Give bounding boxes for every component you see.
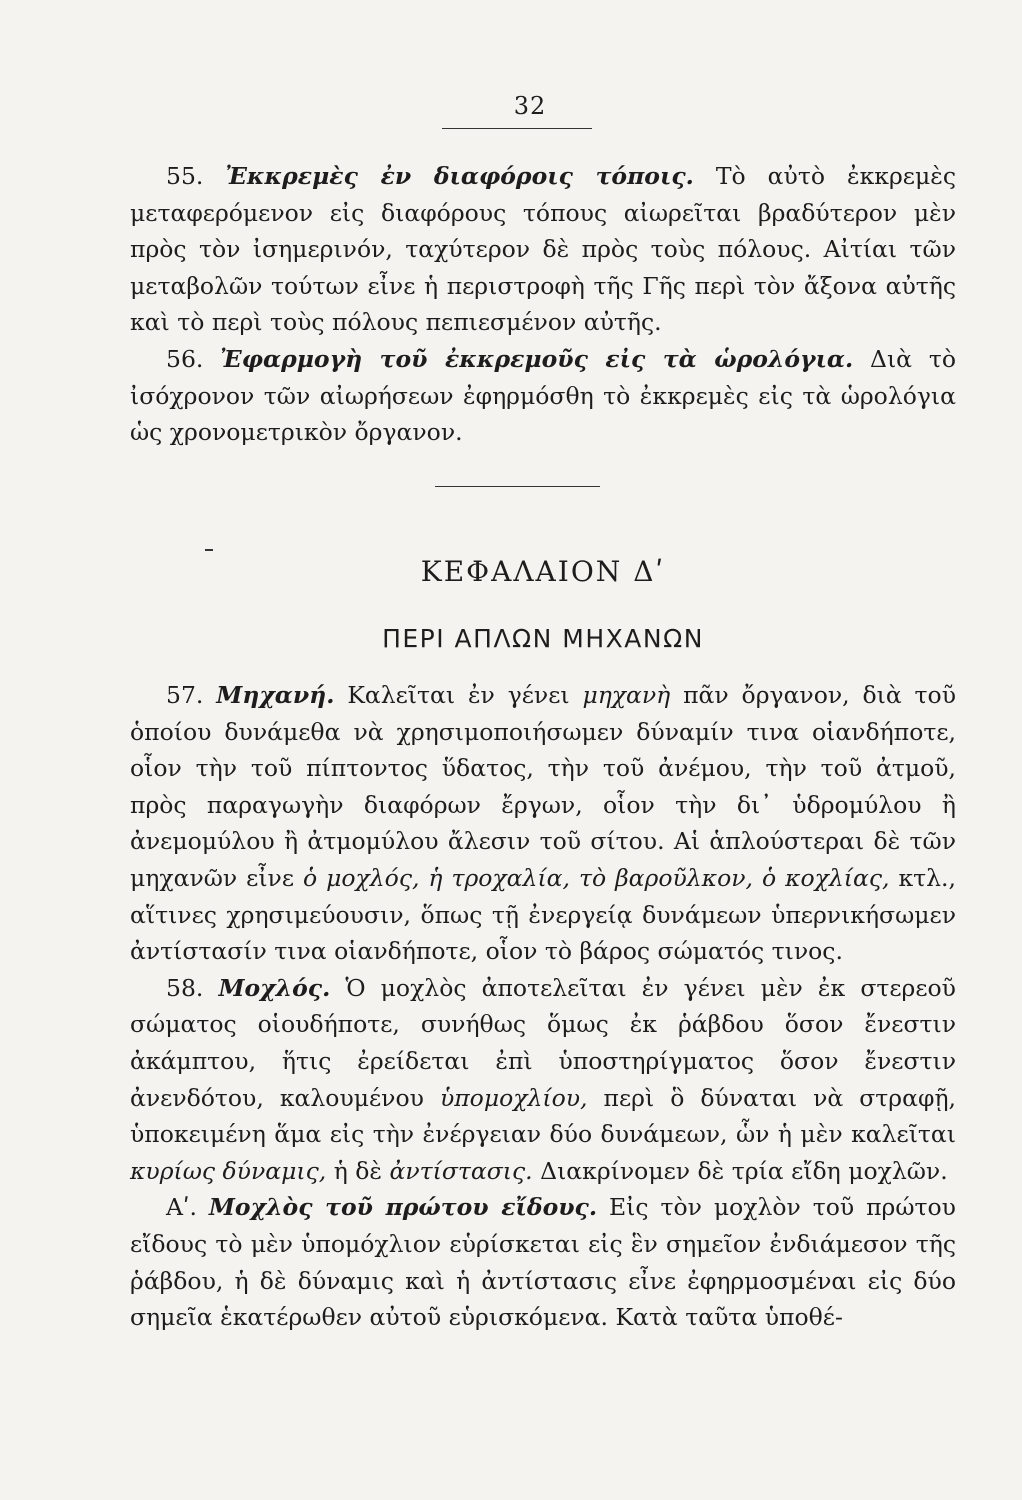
paragraph-text: πᾶν ὄργανον, διὰ τοῦ ὁποίου δυνάμεθα νὰ χρησιμοποιήσωμεν δύναμίν τινα οἱανδήποτε, οἷον τὴν τοῦ πίπτοντος ὕδατος, τὴν τοῦ ἀνέμου, τὴν τοῦ ἀτμοῦ, πρὸς παραγωγὴν διαφόρων ἔργων, οἷον τὴν δι᾽ ὑδρομύλου ἢ ἀνεμομύλου ἢ ἀτμομύλου ἄλεσιν τοῦ σίτου. Αἱ ἁπλούστεραι δὲ τῶν μηχανῶν εἶνε <box>130 681 956 892</box>
emphasized-term: ὑπομοχλίου, <box>439 1083 588 1112</box>
paragraph-55 <box>130 158 956 341</box>
margin-dash <box>205 549 213 551</box>
paragraph-57 <box>130 677 956 970</box>
paragraph-number: 58. <box>166 973 204 1002</box>
section-divider <box>435 486 600 487</box>
emphasized-term: κυρίως δύναμις, <box>130 1156 327 1185</box>
emphasized-term: ἀντίστασις. <box>389 1156 533 1185</box>
paragraph-58 <box>130 970 956 1190</box>
paragraph-text: ἡ δὲ <box>326 1156 390 1185</box>
paragraph-text: Διὰ τὸ ἰσόχρονον τῶν αἰωρήσεων ἐφηρμόσθη τὸ ἐκκρεμὲς εἰς τὰ ὡρολόγια ὡς χρονομετρικὸν ὄργανον. <box>130 344 956 447</box>
paragraph-title: Μηχανή. <box>216 681 335 709</box>
emphasized-term: μηχανὴ <box>582 681 671 709</box>
paragraph-number: 56. <box>166 344 204 373</box>
paragraph-text: Εἰς τὸν μοχλὸν τοῦ πρώτου εἴδους τὸ μὲν ὑπομόχλιον εὑρίσκεται εἰς ἓν σημεῖον ἐνδιάμεσον τῆς ῥάβδου, ἡ δὲ δύναμις καὶ ἡ ἀντίστασις εἶνε ἐφηρμοσμέναι εἰς δύο σημεῖα ἑκατέρωθεν αὐτοῦ εὑρισκόμενα. Κατὰ ταῦτα ὑποθέ- <box>130 1193 956 1332</box>
header-rule <box>442 128 592 129</box>
paragraph-title: Ἐκκρεμὲς ἐν διαφόροις τόποις. <box>225 162 694 190</box>
paragraph-title: Ἐφαρμογὴ τοῦ ἐκκρεμοῦς εἰς τὰ ὡρολόγια. <box>220 344 854 373</box>
paragraph-text: Ὁ μοχλὸς ἀποτελεῖται ἐν γένει μὲν ἐκ στερεοῦ σώματος οἱουδήποτε, συνήθως ὅμως ἐκ ῥάβδου ὅσον ἔνεστιν ἀκάμπτου, ἥτις ἐρείδεται ἐπὶ ὑποστηρίγματος ὅσον ἔνεστιν ἀνενδότου, καλουμένου <box>130 973 956 1112</box>
paragraph-title: Μοχλός. <box>218 973 331 1002</box>
text-block-bottom <box>130 677 956 1336</box>
chapter-title: ΚΕΦΑΛΑΙΟΝ Δʹ <box>420 555 666 588</box>
paragraph-title: Μοχλὸς τοῦ πρώτου εἴδους. <box>208 1193 598 1222</box>
paragraph-text: Τὸ αὐτὸ ἐκκρεμὲς μεταφερόμενον εἰς διαφόρους τόπους αἰωρεῖται βραδύτερον μὲν πρὸς τὸν ἰσημερινόν, ταχύτερον δὲ πρὸς τοὺς πόλους. Αἰτίαι τῶν μεταβολῶν τούτων εἶνε ἡ περιστροφὴ τῆς Γῆς περὶ τὸν ἄξονα αὐτῆς καὶ τὸ περὶ τοὺς πόλους πεπιεσμένον αὐτῆς. <box>130 162 956 337</box>
paragraph-number: 57. <box>166 681 204 709</box>
paragraph-number: Αʹ. <box>166 1193 197 1222</box>
text-block-top <box>130 158 956 451</box>
page-number: 32 <box>513 92 547 120</box>
emphasized-term: ὁ μοχλός, ἡ τροχαλία, τὸ βαροῦλκον, ὁ κοχλίας, <box>303 863 890 892</box>
paragraph-56 <box>130 341 956 451</box>
chapter-subtitle: ΠΕΡΙ ΑΠΛΩΝ ΜΗΧΑΝΩΝ <box>382 624 704 653</box>
paragraph-text: κτλ., αἵτινες χρησιμεύουσιν, ὅπως τῇ ἐνεργείᾳ δυνάμεων ὑπερνικήσωμεν ἀντίστασίν τινα οἱανδήποτε, οἷον τὸ βάρος σώματός τινος. <box>130 863 956 966</box>
paragraph-text: Καλεῖται ἐν γένει <box>347 681 583 709</box>
paragraph-text: Διακρίνομεν δὲ τρία εἴδη μοχλῶν. <box>532 1156 948 1185</box>
paragraph-text: περὶ ὃ δύναται νὰ στραφῇ, ὑποκειμένη ἅμα εἰς τὴν ἐνέργειαν δύο δυνάμεων, ὧν ἡ μὲν καλεῖται <box>130 1083 956 1149</box>
paragraph-a <box>130 1189 956 1335</box>
paragraph-number: 55. <box>166 162 204 190</box>
